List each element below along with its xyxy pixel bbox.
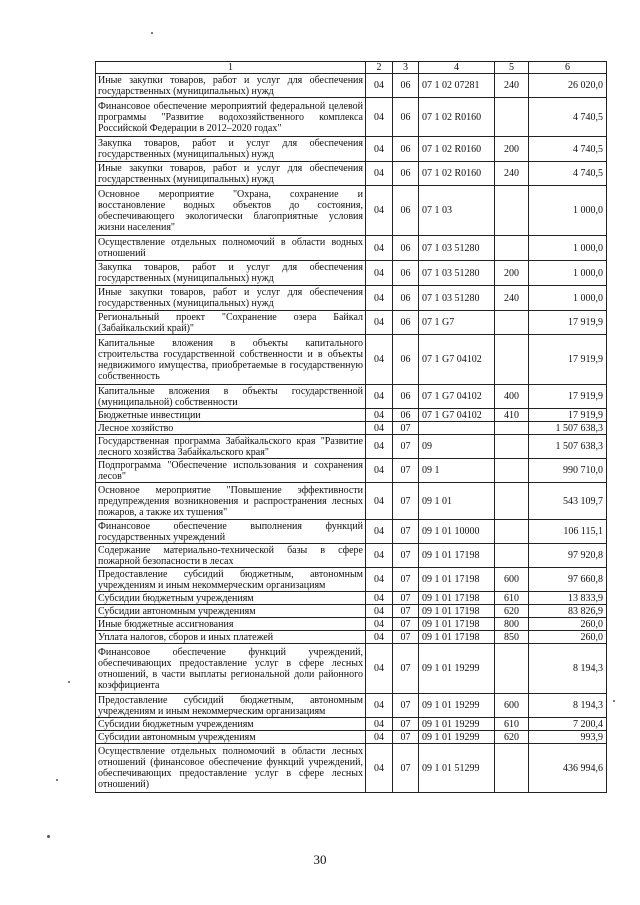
table-row — [96, 744, 607, 793]
cell-section: 04 — [366, 74, 393, 98]
cell-subsection: 06 — [393, 311, 419, 335]
header-col-4: 4 — [419, 62, 495, 74]
cell-target-code: 09 1 01 19299 — [419, 644, 495, 694]
cell-expense-type: 620 — [495, 605, 529, 618]
scan-speck — [56, 779, 58, 781]
cell-amount: 17 919,9 — [529, 385, 607, 409]
page-number: 30 — [313, 852, 327, 867]
cell-expense-type — [495, 644, 529, 694]
cell-subsection: 06 — [393, 409, 419, 422]
cell-section: 04 — [366, 422, 393, 435]
cell-section: 04 — [366, 286, 393, 311]
cell-expense-type: 600 — [495, 694, 529, 718]
cell-target-code: 07 1 02 R0160 — [419, 98, 495, 137]
cell-section: 04 — [366, 162, 393, 186]
table-row — [96, 286, 607, 311]
cell-name: Уплата налогов, сборов и иных платежей — [96, 631, 366, 644]
cell-target-code: 09 1 01 17198 — [419, 605, 495, 618]
cell-expense-type: 240 — [495, 162, 529, 186]
cell-amount: 106 115,1 — [529, 520, 607, 544]
cell-name: Предоставление субсидий бюджетным, автономным учреждениям и иным некоммерческим организациям — [96, 694, 366, 718]
table-row — [96, 483, 607, 520]
cell-target-code: 09 1 01 — [419, 483, 495, 520]
cell-name: Капитальные вложения в объекты капитального строительства государственной собственности и в объекты недвижимого имущества, приобретаемые в государственную собственность — [96, 335, 366, 385]
table-row — [96, 409, 607, 422]
cell-expense-type — [495, 311, 529, 335]
scan-speck — [68, 681, 70, 683]
table-row — [96, 718, 607, 731]
cell-target-code: 07 1 03 51280 — [419, 261, 495, 286]
cell-section: 04 — [366, 335, 393, 385]
table-row — [96, 605, 607, 618]
cell-name: Субсидии бюджетным учреждениям — [96, 718, 366, 731]
cell-expense-type: 240 — [495, 286, 529, 311]
cell-section: 04 — [366, 592, 393, 605]
cell-expense-type — [495, 744, 529, 793]
cell-subsection: 06 — [393, 335, 419, 385]
cell-amount: 7 200,4 — [529, 718, 607, 731]
cell-name: Предоставление субсидий бюджетным, автономным учреждениям и иным некоммерческим организациям — [96, 568, 366, 592]
table-row — [96, 186, 607, 236]
cell-subsection: 07 — [393, 644, 419, 694]
cell-target-code: 09 1 — [419, 459, 495, 483]
cell-name: Бюджетные инвестиции — [96, 409, 366, 422]
table-row — [96, 385, 607, 409]
cell-section: 04 — [366, 236, 393, 261]
cell-expense-type: 850 — [495, 631, 529, 644]
cell-target-code: 07 1 03 51280 — [419, 286, 495, 311]
cell-target-code: 07 1 G7 04102 — [419, 335, 495, 385]
cell-amount: 13 833,9 — [529, 592, 607, 605]
scan-speck — [151, 32, 153, 34]
cell-amount: 97 920,8 — [529, 544, 607, 568]
cell-amount: 4 740,5 — [529, 137, 607, 162]
cell-target-code: 09 1 01 19299 — [419, 718, 495, 731]
cell-amount: 1 000,0 — [529, 236, 607, 261]
cell-expense-type — [495, 186, 529, 236]
cell-expense-type: 240 — [495, 74, 529, 98]
cell-section: 04 — [366, 544, 393, 568]
cell-target-code: 07 1 02 07281 — [419, 74, 495, 98]
table-row — [96, 631, 607, 644]
cell-expense-type — [495, 544, 529, 568]
cell-name: Иные закупки товаров, работ и услуг для обеспечения государственных (муниципальных) нужд — [96, 162, 366, 186]
table-row — [96, 162, 607, 186]
cell-subsection: 06 — [393, 286, 419, 311]
table-row — [96, 74, 607, 98]
cell-name: Иные закупки товаров, работ и услуг для обеспечения государственных (муниципальных) нужд — [96, 74, 366, 98]
cell-subsection: 07 — [393, 592, 419, 605]
cell-target-code: 09 1 01 17198 — [419, 592, 495, 605]
cell-subsection: 06 — [393, 74, 419, 98]
cell-subsection: 07 — [393, 483, 419, 520]
cell-expense-type: 600 — [495, 568, 529, 592]
cell-name: Закупка товаров, работ и услуг для обеспечения государственных (муниципальных) нужд — [96, 261, 366, 286]
cell-name: Государственная программа Забайкальского края "Развитие лесного хозяйства Забайкальского края" — [96, 435, 366, 459]
cell-name: Финансовое обеспечение функций учреждений, обеспечивающих предоставление услуг в сфере лесных отношений, в части выплаты региональной доли районного коэффициента — [96, 644, 366, 694]
cell-target-code: 09 1 01 17198 — [419, 631, 495, 644]
cell-target-code: 07 1 G7 04102 — [419, 385, 495, 409]
cell-name: Подпрограмма "Обеспечение использования и сохранения лесов" — [96, 459, 366, 483]
cell-name: Основное мероприятие "Повышение эффективности предупреждения возникновения и распространения лесных пожаров, а также их тушения" — [96, 483, 366, 520]
cell-expense-type: 610 — [495, 592, 529, 605]
cell-subsection: 06 — [393, 162, 419, 186]
cell-name: Основное мероприятие "Охрана, сохранение и восстановление водных объектов до состояния, обеспечивающего экологически благоприятные условия жизни населения" — [96, 186, 366, 236]
cell-amount: 4 740,5 — [529, 162, 607, 186]
table-row — [96, 236, 607, 261]
cell-expense-type — [495, 520, 529, 544]
cell-section: 04 — [366, 644, 393, 694]
cell-name: Осуществление отдельных полномочий в области водных отношений — [96, 236, 366, 261]
cell-subsection: 07 — [393, 544, 419, 568]
cell-amount: 260,0 — [529, 618, 607, 631]
cell-subsection: 07 — [393, 520, 419, 544]
header-col-6: 6 — [529, 62, 607, 74]
cell-amount: 26 020,0 — [529, 74, 607, 98]
cell-subsection: 07 — [393, 459, 419, 483]
cell-target-code: 09 1 01 10000 — [419, 520, 495, 544]
cell-target-code: 07 1 02 R0160 — [419, 162, 495, 186]
cell-name: Субсидии автономным учреждениям — [96, 731, 366, 744]
header-col-2: 2 — [366, 62, 393, 74]
table-row — [96, 592, 607, 605]
cell-expense-type: 800 — [495, 618, 529, 631]
header-col-5: 5 — [495, 62, 529, 74]
cell-expense-type: 620 — [495, 731, 529, 744]
cell-section: 04 — [366, 409, 393, 422]
cell-subsection: 06 — [393, 261, 419, 286]
table-row — [96, 644, 607, 694]
cell-section: 04 — [366, 261, 393, 286]
cell-subsection: 06 — [393, 236, 419, 261]
cell-subsection: 07 — [393, 605, 419, 618]
cell-section: 04 — [366, 459, 393, 483]
cell-subsection: 07 — [393, 435, 419, 459]
cell-expense-type: 200 — [495, 261, 529, 286]
cell-name: Иные бюджетные ассигнования — [96, 618, 366, 631]
cell-amount: 8 194,3 — [529, 644, 607, 694]
table-row — [96, 568, 607, 592]
table-row — [96, 422, 607, 435]
cell-amount: 1 000,0 — [529, 286, 607, 311]
cell-subsection: 06 — [393, 186, 419, 236]
table-row — [96, 520, 607, 544]
cell-name: Лесное хозяйство — [96, 422, 366, 435]
cell-amount: 17 919,9 — [529, 311, 607, 335]
cell-expense-type: 200 — [495, 137, 529, 162]
cell-section: 04 — [366, 731, 393, 744]
cell-amount: 1 000,0 — [529, 261, 607, 286]
cell-target-code: 09 1 01 19299 — [419, 694, 495, 718]
cell-target-code: 09 1 01 17198 — [419, 618, 495, 631]
cell-amount: 990 710,0 — [529, 459, 607, 483]
cell-subsection: 06 — [393, 385, 419, 409]
cell-target-code: 09 1 01 17198 — [419, 568, 495, 592]
cell-section: 04 — [366, 618, 393, 631]
cell-expense-type — [495, 335, 529, 385]
cell-target-code: 09 — [419, 435, 495, 459]
cell-target-code: 07 1 G7 04102 — [419, 409, 495, 422]
table-row — [96, 459, 607, 483]
cell-subsection: 07 — [393, 744, 419, 793]
table-row — [96, 544, 607, 568]
cell-expense-type — [495, 483, 529, 520]
cell-section: 04 — [366, 605, 393, 618]
cell-subsection: 07 — [393, 618, 419, 631]
cell-amount: 436 994,6 — [529, 744, 607, 793]
cell-amount: 4 740,5 — [529, 98, 607, 137]
cell-section: 04 — [366, 718, 393, 731]
cell-expense-type — [495, 459, 529, 483]
cell-name: Капитальные вложения в объекты государственной (муниципальной) собственности — [96, 385, 366, 409]
cell-section: 04 — [366, 137, 393, 162]
cell-section: 04 — [366, 568, 393, 592]
cell-section: 04 — [366, 98, 393, 137]
cell-target-code: 07 1 02 R0160 — [419, 137, 495, 162]
cell-expense-type: 610 — [495, 718, 529, 731]
cell-section: 04 — [366, 311, 393, 335]
table-row — [96, 731, 607, 744]
scan-speck — [47, 835, 50, 838]
cell-name: Субсидии автономным учреждениям — [96, 605, 366, 618]
cell-target-code: 07 1 G7 — [419, 311, 495, 335]
cell-subsection: 07 — [393, 694, 419, 718]
cell-section: 04 — [366, 520, 393, 544]
cell-section: 04 — [366, 435, 393, 459]
table-row — [96, 98, 607, 137]
cell-amount: 1 000,0 — [529, 186, 607, 236]
table-row — [96, 694, 607, 718]
cell-amount: 8 194,3 — [529, 694, 607, 718]
cell-name: Финансовое обеспечение мероприятий федеральной целевой программы "Развитие водохозяйственного комплекса Российской Федерации в 2012–2020 годах" — [96, 98, 366, 137]
header-col-3: 3 — [393, 62, 419, 74]
table-row — [96, 435, 607, 459]
cell-name: Содержание материально-технической базы в сфере пожарной безопасности в лесах — [96, 544, 366, 568]
header-row — [96, 62, 607, 74]
cell-name: Закупка товаров, работ и услуг для обеспечения государственных (муниципальных) нужд — [96, 137, 366, 162]
cell-amount: 1 507 638,3 — [529, 435, 607, 459]
cell-name: Субсидии бюджетным учреждениям — [96, 592, 366, 605]
header-col-1: 1 — [96, 62, 366, 74]
cell-subsection: 07 — [393, 568, 419, 592]
cell-subsection: 06 — [393, 98, 419, 137]
cell-section: 04 — [366, 744, 393, 793]
cell-expense-type — [495, 98, 529, 137]
cell-target-code: 09 1 01 51299 — [419, 744, 495, 793]
table-row — [96, 618, 607, 631]
table-row — [96, 311, 607, 335]
cell-expense-type: 400 — [495, 385, 529, 409]
cell-expense-type — [495, 435, 529, 459]
cell-amount: 17 919,9 — [529, 409, 607, 422]
cell-subsection: 07 — [393, 422, 419, 435]
cell-target-code: 07 1 03 51280 — [419, 236, 495, 261]
cell-section: 04 — [366, 385, 393, 409]
cell-subsection: 07 — [393, 731, 419, 744]
budget-table — [95, 61, 607, 793]
cell-target-code: 09 1 01 17198 — [419, 544, 495, 568]
cell-amount: 83 826,9 — [529, 605, 607, 618]
table-row — [96, 335, 607, 385]
cell-amount: 97 660,8 — [529, 568, 607, 592]
cell-amount: 993,9 — [529, 731, 607, 744]
table-row — [96, 261, 607, 286]
cell-name: Осуществление отдельных полномочий в области лесных отношений (финансовое обеспечение функций учреждений, обеспечивающих предоставление услуг в сфере лесных отношений) — [96, 744, 366, 793]
cell-section: 04 — [366, 694, 393, 718]
scan-speck — [613, 700, 615, 702]
cell-section: 04 — [366, 631, 393, 644]
cell-subsection: 07 — [393, 718, 419, 731]
cell-target-code: 07 1 03 — [419, 186, 495, 236]
cell-amount: 1 507 638,3 — [529, 422, 607, 435]
cell-name: Финансовое обеспечение выполнения функций государственных учреждений — [96, 520, 366, 544]
cell-section: 04 — [366, 186, 393, 236]
cell-amount: 543 109,7 — [529, 483, 607, 520]
cell-amount: 17 919,9 — [529, 335, 607, 385]
cell-name: Иные закупки товаров, работ и услуг для обеспечения государственных (муниципальных) нужд — [96, 286, 366, 311]
cell-section: 04 — [366, 483, 393, 520]
table-row — [96, 137, 607, 162]
cell-expense-type — [495, 422, 529, 435]
cell-subsection: 06 — [393, 137, 419, 162]
cell-name: Региональный проект "Сохранение озера Байкал (Забайкальский край)" — [96, 311, 366, 335]
cell-target-code — [419, 422, 495, 435]
cell-amount: 260,0 — [529, 631, 607, 644]
cell-expense-type: 410 — [495, 409, 529, 422]
cell-target-code: 09 1 01 19299 — [419, 731, 495, 744]
cell-subsection: 07 — [393, 631, 419, 644]
cell-expense-type — [495, 236, 529, 261]
